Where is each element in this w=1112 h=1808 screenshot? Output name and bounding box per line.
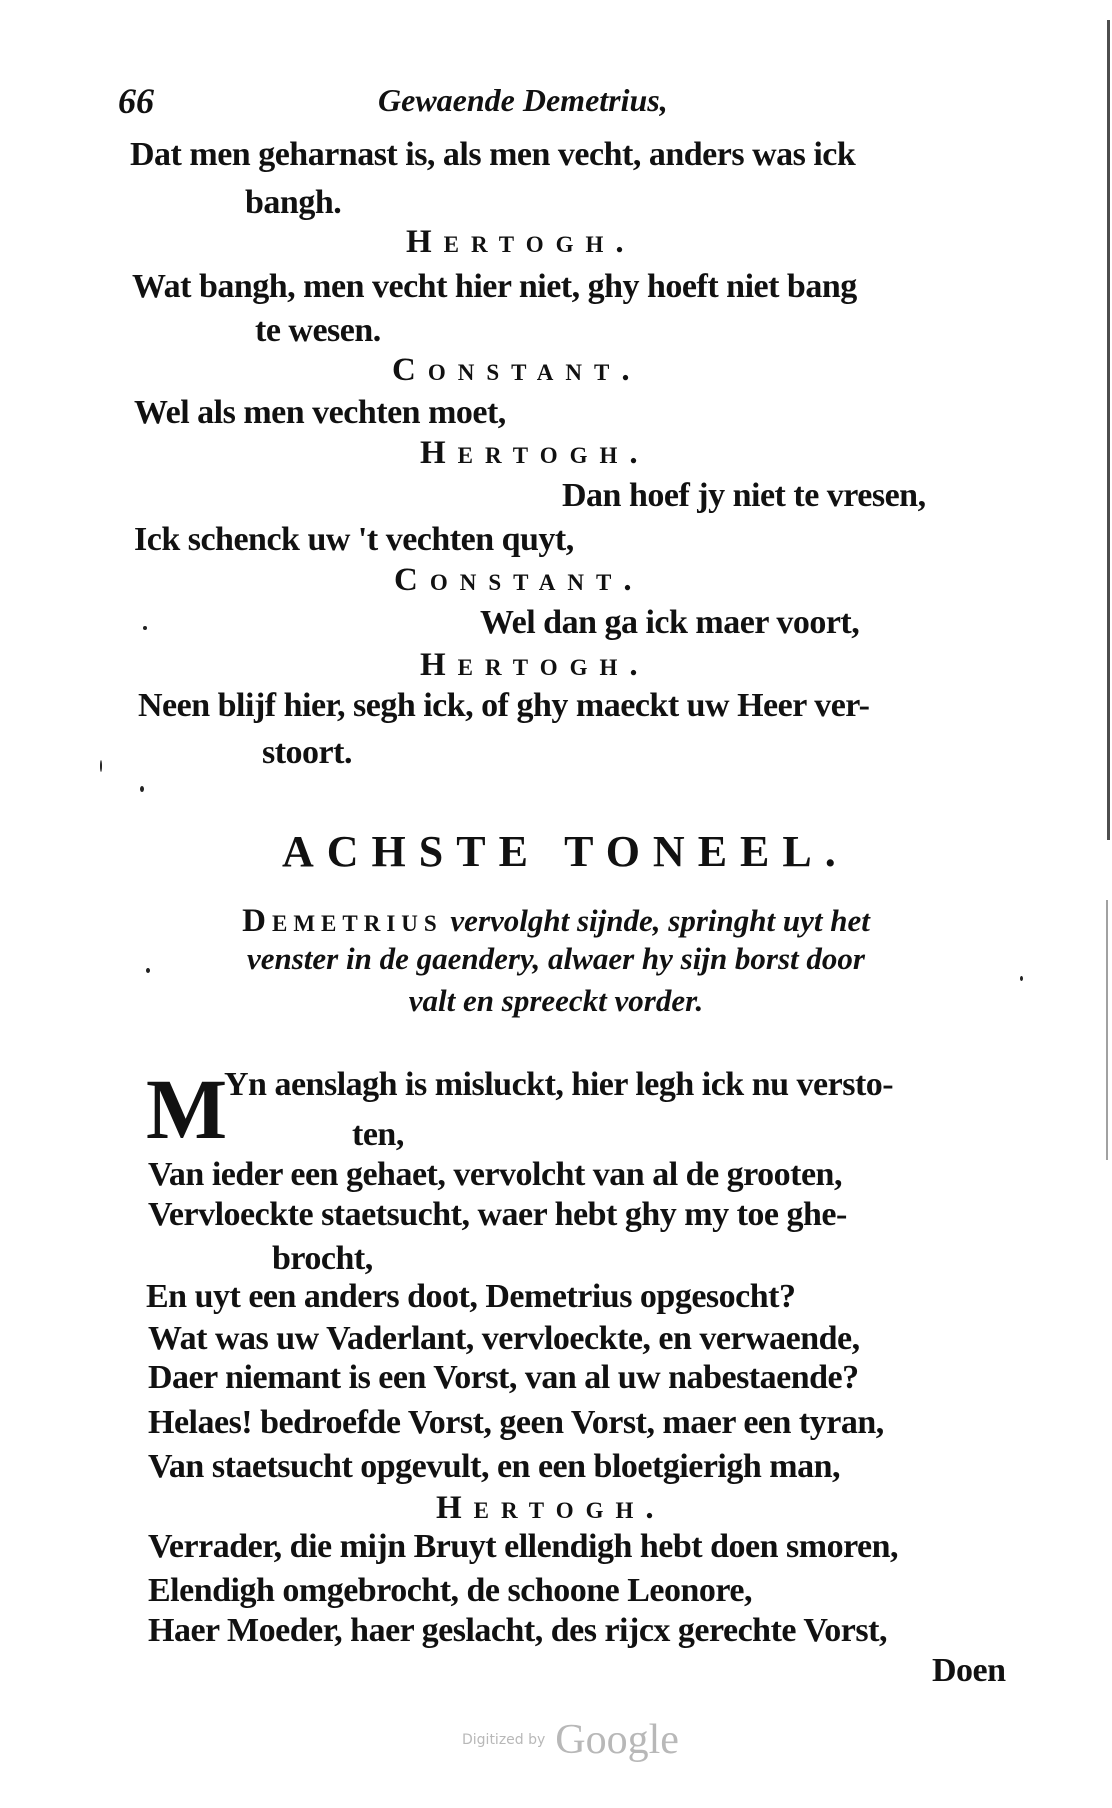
scan-speck xyxy=(143,626,147,630)
speaker-heading: Hertogh. xyxy=(420,435,650,471)
running-title: Gewaende Demetrius, xyxy=(378,82,668,118)
verse-continuation: te wesen. xyxy=(255,312,381,349)
verse-line: Wel als men vechten moet, xyxy=(134,394,506,431)
verse-line: Yn aenslagh is misluckt, hier legh ick nu versto- xyxy=(224,1066,894,1103)
stage-direction-line: venster in de gaendery, alwaer hy sijn borst door xyxy=(246,941,865,976)
scan-speck xyxy=(1020,976,1023,981)
speaker-heading: Hertogh. xyxy=(406,224,636,260)
page-edge-shadow xyxy=(1106,900,1108,1160)
verse-line: Wat was uw Vaderlant, vervloeckte, en verwaende, xyxy=(148,1320,860,1357)
scan-speck xyxy=(100,760,102,772)
verse-line: Vervloeckte staetsucht, waer hebt ghy my toe ghe- xyxy=(148,1196,847,1233)
speaker-heading: Hertogh. xyxy=(420,647,650,683)
verse-continuation: bangh. xyxy=(245,184,342,221)
stage-direction-line xyxy=(0,905,1112,938)
page-edge-shadow xyxy=(1107,20,1110,840)
verse-line-right: Wel dan ga ick maer voort, xyxy=(480,604,860,641)
drop-cap: M xyxy=(146,1061,228,1157)
speaker-heading: Constant. xyxy=(394,562,644,598)
watermark-prefix: Digitized by xyxy=(462,1732,546,1748)
catchword: Doen xyxy=(932,1652,1006,1689)
verse-line: Van ieder een gehaet, vervolcht van al de grooten, xyxy=(148,1156,842,1193)
stage-direction-character: Demetrius xyxy=(242,903,443,939)
google-logo: Google xyxy=(555,1717,679,1763)
verse-continuation: brocht, xyxy=(272,1240,373,1277)
scene-title: ACHSTE TONEEL. xyxy=(282,827,849,876)
verse-continuation: ten, xyxy=(352,1116,404,1153)
verse-line: Haer Moeder, haer geslacht, des rijcx gerechte Vorst, xyxy=(148,1612,887,1649)
verse-line: Verrader, die mijn Bruyt ellendigh hebt doen smoren, xyxy=(148,1528,899,1565)
verse-line: Neen blijf hier, segh ick, of ghy maeckt uw Heer ver- xyxy=(138,687,870,724)
speaker-heading: Constant. xyxy=(392,352,642,388)
page-number: 66 xyxy=(118,81,154,121)
scan-speck xyxy=(146,968,150,973)
verse-line: Van staetsucht opgevult, en een bloetgierigh man, xyxy=(148,1448,841,1485)
verse-line: Wat bangh, men vecht hier niet, ghy hoeft niet bang xyxy=(132,268,857,305)
verse-line: Ick schenck uw 't vechten quyt, xyxy=(134,521,574,558)
stage-direction-line: valt en spreeckt vorder. xyxy=(408,983,704,1018)
verse-line: Dat men geharnast is, als men vecht, anders was ick xyxy=(130,136,856,173)
stage-direction-text: vervolght sijnde, springht uyt het xyxy=(450,903,870,938)
verse-line: Helaes! bedroefde Vorst, geen Vorst, maer een tyran, xyxy=(148,1404,884,1441)
digitized-watermark xyxy=(462,1716,679,1764)
scan-speck xyxy=(140,786,144,792)
verse-line: En uyt een anders doot, Demetrius opgesocht? xyxy=(146,1278,796,1315)
verse-line-right: Dan hoef jy niet te vresen, xyxy=(562,477,926,514)
verse-continuation: stoort. xyxy=(262,734,352,771)
speaker-heading: Hertogh. xyxy=(436,1490,666,1526)
verse-line: Elendigh omgebrocht, de schoone Leonore, xyxy=(148,1572,752,1609)
verse-line: Daer niemant is een Vorst, van al uw nabestaende? xyxy=(148,1359,859,1396)
